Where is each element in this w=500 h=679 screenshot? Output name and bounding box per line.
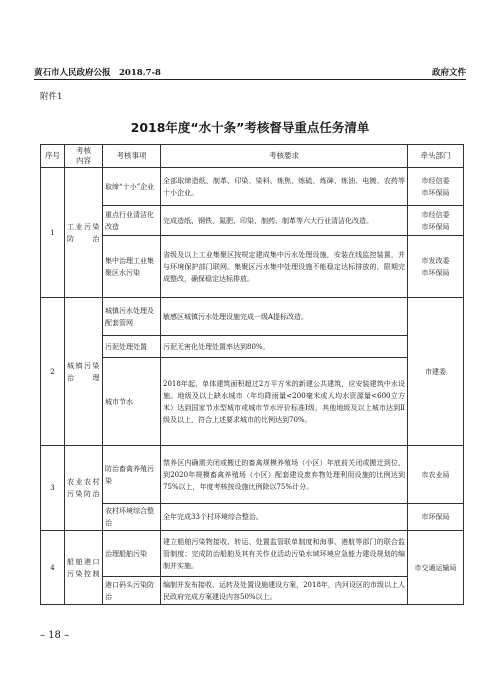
task-requirement: 编制并发布接收、运转及处置设施建设方案，2018年，内河设区的市级以上人民政府完成方案建设内容50%以上。: [161, 577, 408, 605]
lead-dept: 市经信委 市环保局: [408, 206, 464, 236]
section-content: 城镇污染治理: [65, 298, 103, 446]
task-item: 城市节水: [103, 358, 161, 446]
table-row: [41, 358, 464, 446]
document-title: 2018年度“水十条”考核督导重点任务清单: [130, 120, 370, 135]
task-item: 防治畜禽养殖污染: [103, 446, 161, 504]
section-content: 工业污染防治: [65, 168, 103, 298]
table-row: [41, 336, 464, 358]
page-number: – 18 –: [40, 630, 70, 641]
task-requirement: 建立船舶污染物接收、转运、处置监管联单制度和海事、港航等部门的联合监管制度；完成防治船舶及其有关作业活动污染水域环境应急能力建设规划的编制并实施。: [161, 531, 408, 577]
section-name: 政府文件: [431, 68, 466, 78]
table-header-row: [41, 145, 464, 168]
task-item: 取缔“十小”企业: [103, 168, 161, 206]
task-item: 治理船舶污染: [103, 531, 161, 577]
lead-dept: 市农业局: [408, 446, 464, 504]
table-row: [41, 206, 464, 236]
task-requirement: 污泥无害化处理处置率达到80%。: [161, 336, 408, 358]
section-number: 4: [41, 531, 65, 605]
task-item: 港口码头污染防治: [103, 577, 161, 605]
lead-dept: 市交通运输局: [408, 531, 464, 605]
task-requirement: 敏感区城镇污水处理设施完成一级A提标改造。: [161, 298, 408, 336]
section-content: 农业农村污染防治: [65, 446, 103, 531]
col-header-dept: 牵头部门: [408, 145, 464, 168]
task-item: 农村环境综合整治: [103, 504, 161, 531]
section-number: 3: [41, 446, 65, 531]
task-requirement: 完成造纸、钢铁、氮肥、印染、制药、制革等六大行业清洁化改造。: [161, 206, 408, 236]
task-requirement: 禁养区内确需关闭或搬迁的畜禽规模养殖场（小区）年底前关闭或搬迁到位，到2020年规模畜禽养殖场（小区）配套建设废弃物处理利用设施的比例达到75%以上，年度考核按设施比例除以75%计分。: [161, 446, 408, 504]
task-table: [40, 144, 464, 605]
table-row: [41, 168, 464, 206]
section-number: 2: [41, 298, 65, 446]
lead-dept: 市建委: [408, 298, 464, 446]
header-rule: [34, 79, 466, 80]
task-item: 城镇污水处理及配套管网: [103, 298, 161, 336]
task-requirement: 省级及以上工业集聚区按规定建成集中污水处理设施，安装在线监控装置，并与环境保护部门联网。集聚区污水集中处理设施不能稳定达标排放的，限期完成整改，确保稳定达标排放。: [161, 236, 408, 298]
page-header: [34, 60, 466, 80]
lead-dept: 市环保局: [408, 504, 464, 531]
table-row: [41, 577, 464, 605]
task-item: 重点行业清洁化改造: [103, 206, 161, 236]
lead-dept: 市发改委 市环保局: [408, 236, 464, 298]
task-item: 污泥处理处置: [103, 336, 161, 358]
table-row: [41, 531, 464, 577]
col-header-content: 考核 内容: [65, 145, 103, 168]
table-row: [41, 504, 464, 531]
col-header-requirement: 考核要求: [161, 145, 408, 168]
task-item: 集中治理工业集聚区水污染: [103, 236, 161, 298]
annex-label: 附件1: [40, 92, 63, 102]
task-requirement: 全年完成33个村环境综合整治。: [161, 504, 408, 531]
col-header-item: 考核事项: [103, 145, 161, 168]
task-requirement: 2018年起，单体建筑面积超过2万平方米的新建公共建筑，应安装建筑中水设施。地级及以上缺水城市（年均降雨量<200毫米或人均水资源量<600立方米）达到国家节水型城市或城市节水评价标准Ⅰ级，其他地级及以上城市达到Ⅱ级及以上，符合上述要求城市的比例达到70%。: [161, 358, 408, 446]
table-row: [41, 298, 464, 336]
journal-name: 黄石市人民政府公报 2018.7-8: [34, 68, 161, 78]
col-header-no: 序号: [41, 145, 65, 168]
table-row: [41, 446, 464, 504]
task-requirement: 全部取缔造纸、制革、印染、染料、炼焦、炼硫、炼砷、炼油、电镀、农药等十小企业。: [161, 168, 408, 206]
table-row: [41, 236, 464, 298]
lead-dept: 市经信委 市环保局: [408, 168, 464, 206]
section-content: 船舶港口污染控制: [65, 531, 103, 605]
section-number: 1: [41, 168, 65, 298]
